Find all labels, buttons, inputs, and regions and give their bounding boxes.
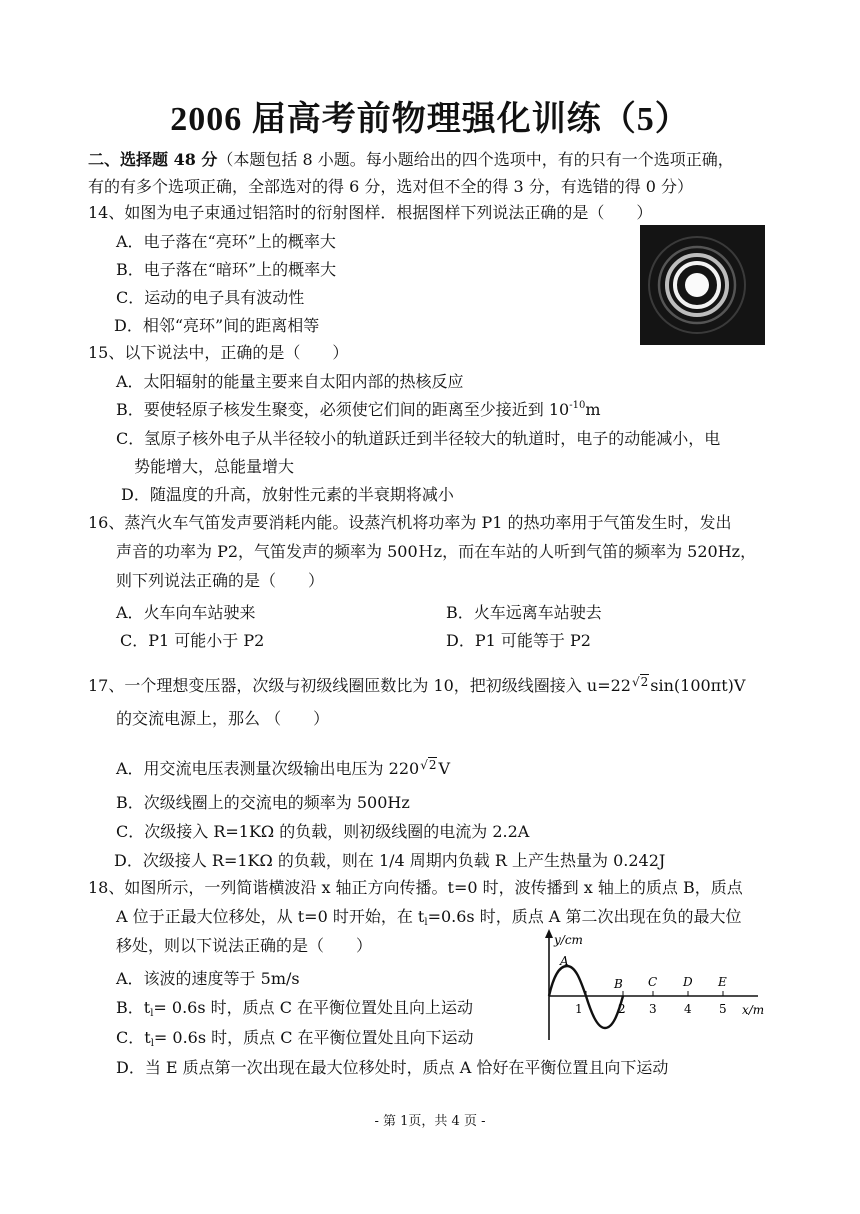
q18-line2-text: A 位于正最大位移处，从 t=0 时开始，在 t [116, 907, 425, 926]
sqrt-symbol: √2 [631, 675, 649, 689]
page-footer: - 第 1页，共 4 页 - [374, 1114, 486, 1129]
q17-line1 [88, 672, 745, 696]
point-a-label: A [560, 954, 569, 968]
y-axis-arrow-icon [545, 929, 553, 938]
q18-option-c-text: C．t [116, 1028, 151, 1047]
q16-line1: 16、蒸汽火车气笛发声要消耗内能。设蒸汽机将功率为 P1 的热功率用于气笛发生时，发出 [88, 513, 732, 532]
q15-option-c-line1: C．氢原子核外电子从半径较小的轨道跃迁到半径较大的轨道时，电子的动能减小，电 [116, 429, 721, 448]
q14-option-d: D．相邻“亮环”间的距离相等 [114, 316, 320, 335]
q17-option-b: B．次级线圈上的交流电的频率为 500Hz [116, 793, 410, 812]
q16-option-b: B．火车远离车站驶去 [446, 603, 602, 622]
q18-subscript: l [150, 1038, 154, 1049]
q16-line3: 则下列说法正确的是（ ） [116, 571, 325, 590]
x-tick-label-4: 4 [684, 1002, 692, 1016]
diffraction-pattern-image [640, 225, 765, 345]
sqrt-radicand: 2 [428, 758, 437, 772]
q14-stem: 14、如图为电子束通过铝箔时的衍射图样．根据图样下列说法正确的是（ ） [88, 203, 653, 222]
x-tick-label-5: 5 [719, 1002, 727, 1016]
q17-option-a [116, 755, 450, 779]
q15-option-b-text: B．要使轻原子核发生聚变，必须使它们间的距离至少接近到 10 [116, 400, 570, 419]
q16-line2: 声音的功率为 P2，气笛发声的频率为 500Ｈz，而在车站的人听到气笛的频率为 520Hz， [116, 542, 757, 561]
x-axis-label: x/m [742, 1003, 765, 1017]
q18-line1: 18、如图所示，一列简谐横波沿 x 轴正方向传播。t=0 时，波传播到 x 轴上的质点 B，质点 [88, 878, 743, 897]
q16-option-d: D．P1 可能等于 P2 [446, 631, 591, 650]
q18-option-b [116, 998, 473, 1018]
q18-line3: 移处，则以下说法正确的是（ ） [116, 936, 373, 955]
section-heading: 二、选择题 48 分 [88, 150, 218, 169]
sqrt-radicand: 2 [640, 675, 649, 689]
q15-option-c-line2: 势能增大，总能量增大 [134, 457, 295, 476]
q17-option-c: C．次级接入 R=1KΩ 的负载，则初级线圈的电流为 2.2A [116, 822, 530, 841]
q16-option-a: A．火车向车站驶来 [116, 603, 256, 622]
q17-line2: 的交流电源上，那么 （ ） [116, 709, 330, 728]
x-tick-label-1: 1 [575, 1002, 583, 1016]
q18-subscript: l [424, 917, 428, 928]
q15-option-d: D．随温度的升高，放射性元素的半衰期将减小 [121, 485, 454, 504]
q18-option-d: D．当 E 质点第一次出现在最大位移处时，质点 A 恰好在平衡位置且向下运动 [116, 1058, 669, 1077]
q18-option-a: A．该波的速度等于 5m/s [116, 969, 300, 988]
point-e-label: E [718, 975, 727, 989]
x-tick-label-2: 2 [618, 1002, 626, 1016]
x-tick-label-3: 3 [649, 1002, 657, 1016]
q17-line1-formula: sin(100πt)V [650, 676, 746, 695]
q17-option-d: D．次级接人 R=1KΩ 的负载，则在 1/4 周期内负载 R 上产生热量为 0.242J [114, 851, 666, 870]
y-axis-label: y/cm [554, 933, 583, 947]
q18-subscript: l [150, 1008, 154, 1019]
q18-option-b-text: B．t [116, 998, 151, 1017]
q17-option-a-text: A．用交流电压表测量次级输出电压为 220 [116, 759, 420, 778]
q15-option-b-unit: m [585, 400, 601, 419]
point-d-label: D [683, 975, 693, 989]
q18-line2-rest: =0.6s 时，质点 A 第二次出现在负的最大位 [427, 907, 742, 926]
q18-option-c [116, 1028, 474, 1048]
q15-stem: 15、以下说法中，正确的是（ ） [88, 343, 349, 362]
q14-option-a: A．电子落在“亮环”上的概率大 [116, 232, 336, 251]
q18-option-c-rest: = 0.6s 时，质点 C 在平衡位置处且向下运动 [153, 1028, 474, 1047]
point-b-label: B [614, 977, 623, 991]
q18-line2 [116, 907, 741, 927]
q14-option-c: C．运动的电子具有波动性 [116, 288, 305, 307]
wave-graph [536, 928, 776, 1047]
section-note-a: （本题包括 8 小题。每小题给出的四个选项中，有的只有一个选项正确， [217, 150, 734, 169]
q16-option-c: C．P1 可能小于 P2 [120, 631, 265, 650]
page-title: 2006 届高考前物理强化训练（5） [170, 101, 690, 138]
wave-curve [549, 966, 623, 1028]
q15-option-a: A．太阳辐射的能量主要来自太阳内部的热核反应 [116, 372, 464, 391]
section-note-b: 有的有多个选项正确，全部选对的得 6 分，选对但不全的得 3 分，有选错的得 0 分） [88, 177, 694, 196]
q17-option-a-unit: V [438, 759, 451, 778]
q14-option-b: B．电子落在“暗环”上的概率大 [116, 260, 337, 279]
point-c-label: C [648, 975, 658, 989]
q15-exponent: -10 [569, 400, 586, 411]
q18-option-b-rest: = 0.6s 时，质点 C 在平衡位置处且向上运动 [153, 998, 474, 1017]
q17-line1-text: 17、一个理想变压器，次级与初级线圈匝数比为 10，把初级线圈接入 u=22 [88, 676, 631, 695]
section-header [88, 150, 734, 170]
sqrt-symbol: √2 [420, 758, 437, 772]
q15-option-b [116, 400, 601, 420]
